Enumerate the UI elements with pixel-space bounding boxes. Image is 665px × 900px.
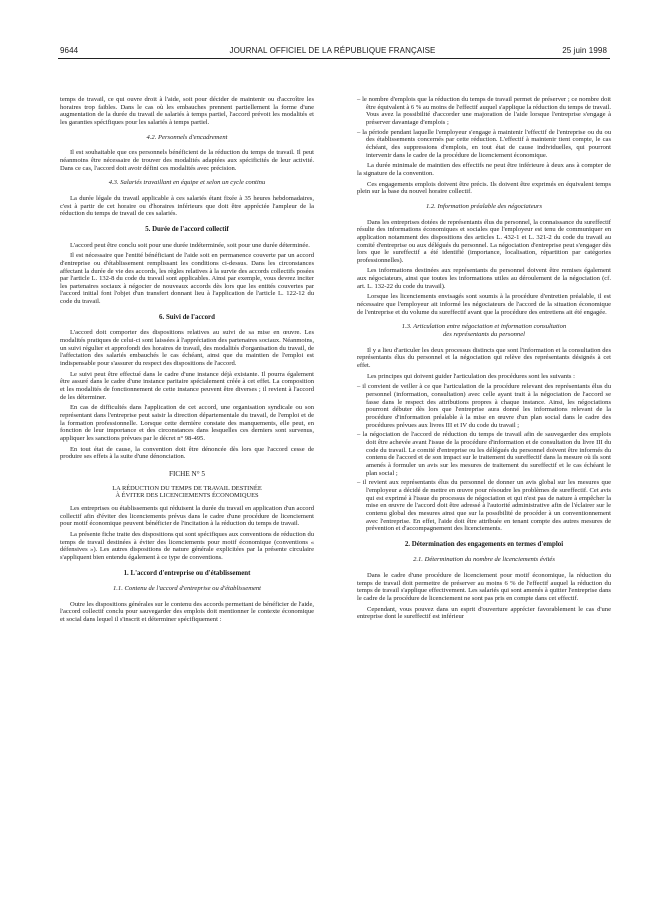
paragraph: Il y a lieu d'articuler les deux processus distincts que sont l'information et la consultation des représentants élus du personnel et la négociation qui relève des représentants désignés à cet effet. <box>357 346 611 370</box>
section-heading-4-3: 4.3. Salariés travaillant en équipe et selon un cycle continu <box>108 179 266 187</box>
bullet-list <box>357 383 611 532</box>
section-heading-1: 1. L'accord d'entreprise ou d'établissement <box>123 569 251 577</box>
paragraph: Les principes qui doivent guider l'articulation des procédures sont les suivants : <box>367 372 575 380</box>
paragraph: Outre les dispositions générales sur le contenu des accords permettant de bénéficier de l'aide, l'accord collectif conclu pour sauvegarder des emplois doit mentionner le contexte économique et social dans lequel il s'inscrit et déterminer spécifiquement : <box>60 600 314 624</box>
bullet-list <box>357 96 611 159</box>
section-heading-1-3-line-1: 1.3. Articulation entre négociation et information consultation <box>401 323 567 331</box>
page-number: 9644 <box>60 46 79 55</box>
section-heading-1-3-line-2: des représentants du personnel <box>443 331 525 339</box>
left-column <box>60 96 314 627</box>
section-heading-6: 6. Suivi de l'accord <box>159 313 215 321</box>
section-heading-2: 2. Détermination des engagements en termes d'emploi <box>404 540 564 548</box>
section-heading-4-2: 4.2. Personnels d'encadrement <box>146 133 228 141</box>
fiche-number: FICHE N° 5 <box>168 469 206 478</box>
issue-date: 25 juin 1998 <box>562 46 607 55</box>
list-item: – la période pendant laquelle l'employeur s'engage à maintenir l'effectif de l'entreprise ou du ou des établissements concernés par cette réduction. L'effectif à maintenir tient compte, le cas échéant, des suppressions d'emplois, en tout état de cause individuelles, qui pourront intervenir dans le cadre de la procédure de licenciement économique. <box>357 129 611 160</box>
section-heading-1-2: 1.2. Information préalable des négociateurs <box>425 202 543 210</box>
paragraph: temps de travail, ce qui ouvre droit à l'aide, soit pour décider de maintenir ou d'accroître les horaires trop faibles. Dans le cas où les embauches prennent partiellement la forme d'une augmentation de la durée du travail de salariés à temps partiel, l'accord prévoit les modalités et les garanties spécifiques pour les salariés à temps partiel. <box>60 96 314 126</box>
paragraph: En cas de difficultés dans l'application de cet accord, une organisation syndicale ou son représentant dans l'entreprise peut saisir la direction départementale du travail, de l'emploi et de la formation professionnelle. Lorsque cette dernière constate des manquements, elle peut, en fonction de leur importance et des circonstances dans lesquelles ces derniers sont survenus, appliquer les sanctions prévues par le décret n° 98-495. <box>60 404 314 442</box>
section-heading-2-1: 2.1. Détermination du nombre de licenciements évités <box>413 556 555 564</box>
section-heading-1-1: 1.1. Contenu de l'accord d'entreprise ou d'établissement <box>112 585 262 593</box>
paragraph: Ces engagements emplois doivent être précis. Ils doivent être exprimés en équivalent temps plein sur la base du nouvel horaire collectif. <box>357 180 611 196</box>
paragraph: L'accord doit comporter des dispositions relatives au suivi de sa mise en œuvre. Les modalités pratiques de celui-ci sont laissées à l'appréciation des partenaires sociaux. Néanmoins, un suivi régulier et approfondi des horaires de travail, des modalités d'organisation du travail, de l'affectation des salariés embauchés le cas échéant, ainsi que du maintien de l'emploi est indispensable pour s'assurer du respect des dispositions de l'accord. <box>60 329 314 368</box>
paragraph: La durée minimale de maintien des effectifs ne peut être inférieure à deux ans à compter de la signature de la convention. <box>357 162 611 177</box>
paragraph: Cependant, vous pouvez dans un esprit d'ouverture apprécier favorablement le cas d'une entreprise dont le sureffectif est inférieur <box>357 605 611 621</box>
paragraph: L'accord peut être conclu soit pour une durée indéterminée, soit pour une durée déterminée. <box>70 241 310 249</box>
header-rule <box>58 58 610 59</box>
fiche-title-line-2: À ÉVITER DES LICENCIEMENTS ÉCONOMIQUES <box>115 492 259 500</box>
paragraph: Dans les entreprises dotées de représentants élus du personnel, la connaissance du sureffectif résulte des informations économiques et sociales que l'employeur est tenu de communiquer en application notamment des dispositions des articles L. 432-1 et L. 321-2 du code du travail au comité d'entreprise ou aux délégués du personnel. La négociation d'entreprise peut s'engager dès lors que le sureffectif a été identifié (importance, localisation, répartition par catégories professionnelles). <box>357 218 611 264</box>
paragraph: Les entreprises ou établissements qui réduisent la durée du travail en application d'un accord collectif afin d'éviter des licenciements prévus dans le cadre d'une procédure de licenciement pour motif économique peuvent bénéficier de l'incitation à la réduction du temps de travail. <box>60 504 314 528</box>
paragraph: En tout état de cause, la convention doit être dénoncée dès lors que l'accord cesse de produire ses effets à la suite d'une dénonciation. <box>60 445 314 461</box>
paragraph: La présente fiche traite des dispositions qui sont spécifiques aux conventions de réduction du temps de travail destinées à éviter des licenciements pour motif économique (conventions « défensives »). Les autres dispositions de nature générale explicitées par la présente circulaire s'appliquent bien entendu également à ce type de conventions. <box>60 530 314 561</box>
section-heading-5: 5. Durée de l'accord collectif <box>145 225 229 233</box>
paragraph: Les informations destinées aux représentants du personnel doivent être remises également aux négociateurs, ainsi que toutes les informations utiles au déroulement de la négociation (cf. art. L. 132-22 du code du travail). <box>357 267 611 290</box>
paragraph: Lorsque les licenciements envisagés sont soumis à la procédure d'entretien préalable, il est nécessaire que l'employeur ait informé les négociateurs de l'accord de la situation économique de l'entreprise et du volume du sureffectif avant que la procédure des entretiens ait été engagée. <box>357 293 611 316</box>
list-item: – la négociation de l'accord de réduction du temps de travail afin de sauvegarder des emplois doit être achevée avant l'issue de la procédure d'information et de consultation du livre III du code du travail. Le comité d'entreprise ou les délégués du personnel doivent être informés du contenu de l'accord et de son impact sur le traitement du sureffectif dans la mesure où ils sont amenés à formuler un avis sur les mesures de traitement du sureffectif et le cas échéant le plan social ; <box>357 431 611 477</box>
paragraph: La durée légale du travail applicable à ces salariés étant fixée à 35 heures hebdomadaires, c'est à partir de cet horaire ou d'horaires inférieurs que doit être appréciée l'ampleur de la réduction du temps de travail de ces salariés. <box>60 194 314 218</box>
list-item: – le nombre d'emplois que la réduction du temps de travail permet de préserver ; ce nombre doit être équivalent à 6 % au moins de l'effectif auquel s'applique la réduction du temps de travail. Vous avez la possibilité d'accorder une majoration de l'aide lorsque l'entreprise s'engage à préserver davantage d'emplois ; <box>357 96 611 127</box>
paragraph: Dans le cadre d'une procédure de licenciement pour motif économique, la réduction du temps de travail doit permettre de préserver au moins 6 % de l'effectif auquel la réduction du temps de travail s'applique effectivement. Les salariés qui sont amenés à quitter l'entreprise dans le cadre de la procédure de licenciement ne sont pas pris en compte dans cet effectif. <box>357 572 611 603</box>
list-item: – il convient de veiller à ce que l'articulation de la procédure relevant des représentants élus du personnel (information, consultation) avec celle ayant trait à la négociation de l'accord se fasse dans le respect des attributions propres à chaque instance. Ainsi, les négociations pourront débuter dès lors que l'entreprise aura donné les informations relevant de la procédure d'information préalable à la mise en œuvre d'un plan social dans le cadre des procédures prévues aux livres III et IV du code du travail ; <box>357 383 611 429</box>
right-column <box>357 96 611 624</box>
paragraph: Le suivi peut être effectué dans le cadre d'une instance déjà existante. Il pourra également être assuré dans le cadre d'une instance paritaire spécialement créée à cet effet. La composition et les modalités de fonctionnement de cette instance peuvent être diverses ; il revient à l'accord de les déterminer. <box>60 370 314 401</box>
fiche-title-line-1: LA RÉDUCTION DU TEMPS DE TRAVAIL DESTINÉE <box>112 484 262 492</box>
paragraph: Il est souhaitable que ces personnels bénéficient de la réduction du temps de travail. Il peut néanmoins être nécessaire de trouver des modalités adaptées aux spécificités de leur activité. Dans ce cas, l'accord doit avoir défini ces modalités avec précision. <box>60 149 314 172</box>
paragraph: Il est nécessaire que l'entité bénéficiant de l'aide soit en permanence couverte par un accord d'entreprise ou d'établissement remplissant les conditions ci-dessus. Dans les circonstances affectant la durée de vie des accords, les règles relatives à la survie des accords collectifs posées par l'article L. 132-8 du code du travail sont applicables. Ainsi par exemple, vous devrez inciter les partenaires sociaux à négocier de nouveaux accords dès lors que les entités couvertes par l'accord initial font l'objet d'un transfert donnant lieu à l'application de l'article L. 122-12 du code du travail. <box>60 252 314 306</box>
list-item: – il revient aux représentants élus du personnel de donner un avis global sur les mesures que l'employeur a décidé de mettre en œuvre pour résoudre les problèmes de sureffectif. Cet avis qui est exprimé à l'issue du processus de négociation et qui n'est pas de nature à empêcher la mise en œuvre de l'accord doit être adressé à l'autorité administrative afin de l'éclairer sur le contenu global des mesures ainsi que sur la possibilité de procéder à un conventionnement avec l'entreprise. En effet, l'aide doit être attribuée en tenant compte des autres mesures de prévention et d'accompagnement des licenciements. <box>357 479 611 533</box>
journal-title: JOURNAL OFFICIEL DE LA RÉPUBLIQUE FRANÇAISE <box>229 46 436 55</box>
